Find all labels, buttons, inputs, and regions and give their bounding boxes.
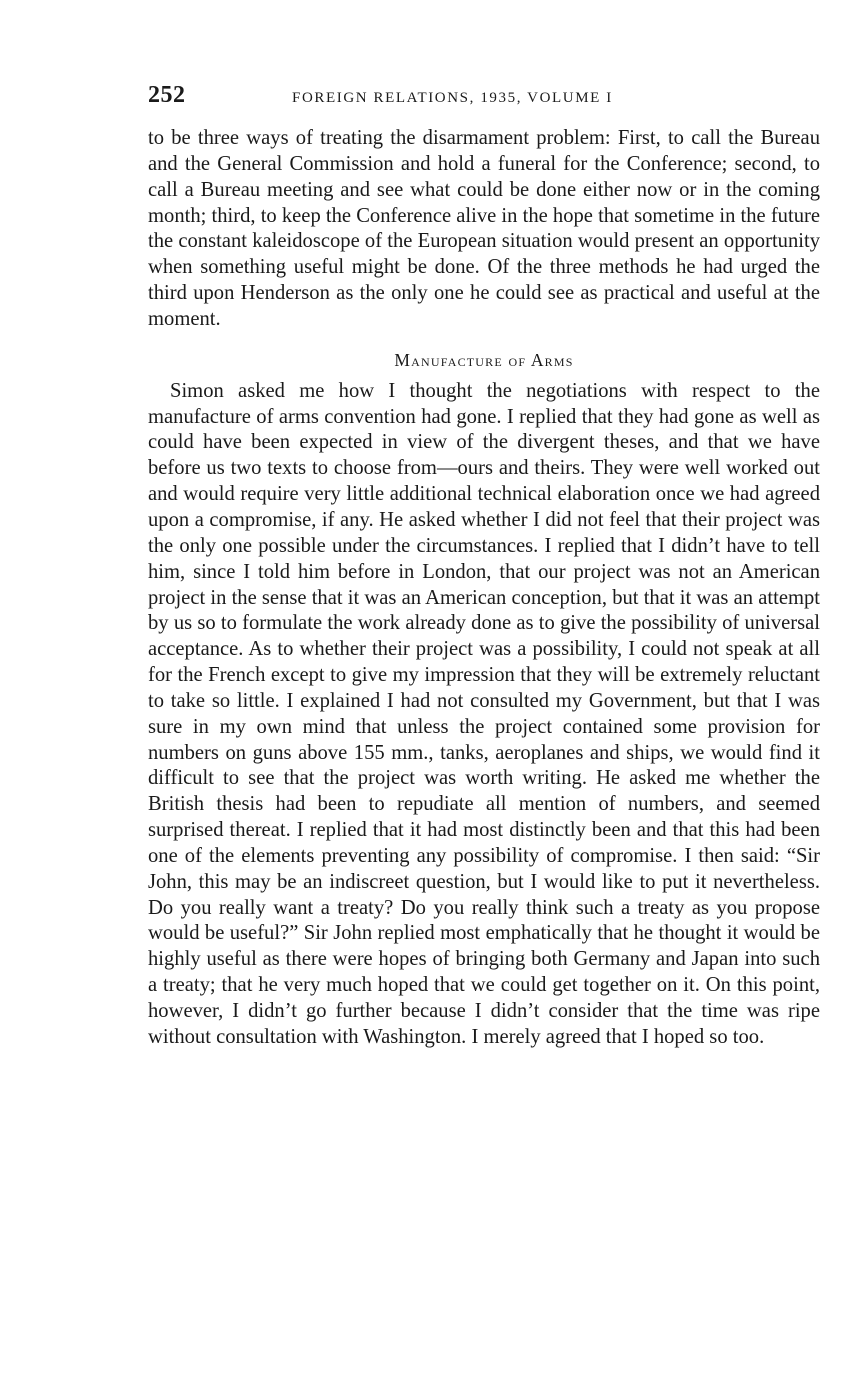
body-paragraph: Simon asked me how I thought the negotiations with respect to the manufacture of arms convention had gone. I replied that they had gone as well as could have been expected in view of the divergent theses, and that we have before us two texts to choose from—ours and theirs. They were well worked out and would require very little additional technical elaboration once we had agreed upon a compromise, if any. He asked whether I did not feel that their project was the only one possible under the circumstances. I replied that I didn’t have to tell him, since I told him before in London, that our project was not an American project in the sense that it was an American conception, but that it was an attempt by us so to formulate the work already done as to give the possibility of universal acceptance. As to whether their project was a possibility, I could not speak at all for the French except to give my impression that they will be extremely reluctant to take so little. I explained I had not consulted my Government, but that I was sure in my own mind that unless the project contained some provision for numbers on guns above 155 mm., tanks, aeroplanes and ships, we would find it difficult to see that the project was worth writing. He asked me whether the British thesis had been to repudiate all mention of numbers, and seemed surprised thereat. I replied that it had most distinctly been and that this had been one of the elements preventing any possibility of compromise. I then said: “Sir John, this may be an indiscreet question, but I would like to put it nevertheless. Do you really want a treaty? Do you really think such a treaty as you propose would be useful?” Sir John replied most emphatically that he thought it would be highly useful as there were hopes of bringing both Germany and Japan into such a treaty; that he very much hoped that we could get together on it. On this point, however, I didn’t go further because I didn’t consider that the time was ripe without consultation with Washington. I merely agreed that I hoped so too. [148,379,820,1048]
section-heading: Manufacture of Arms [394,349,574,370]
running-head: FOREIGN RELATIONS, 1935, VOLUME I [292,90,613,106]
page-header [148,82,820,116]
page-number: 252 [148,82,186,108]
body-paragraph-continued: to be three ways of treating the disarmament problem: First, to call the Bureau and the General Commission and hold a funeral for the Conference; second, to call a Bureau meeting and see what could be done either now or in the coming month; third, to keep the Conference alive in the hope that sometime in the future the constant kaleidoscope of the European situation would present an opportunity when something useful might be done. Of the three methods he had urged the third upon Henderson as the only one he could see as practical and useful at the moment. [148,127,820,330]
document-page [148,82,820,1051]
